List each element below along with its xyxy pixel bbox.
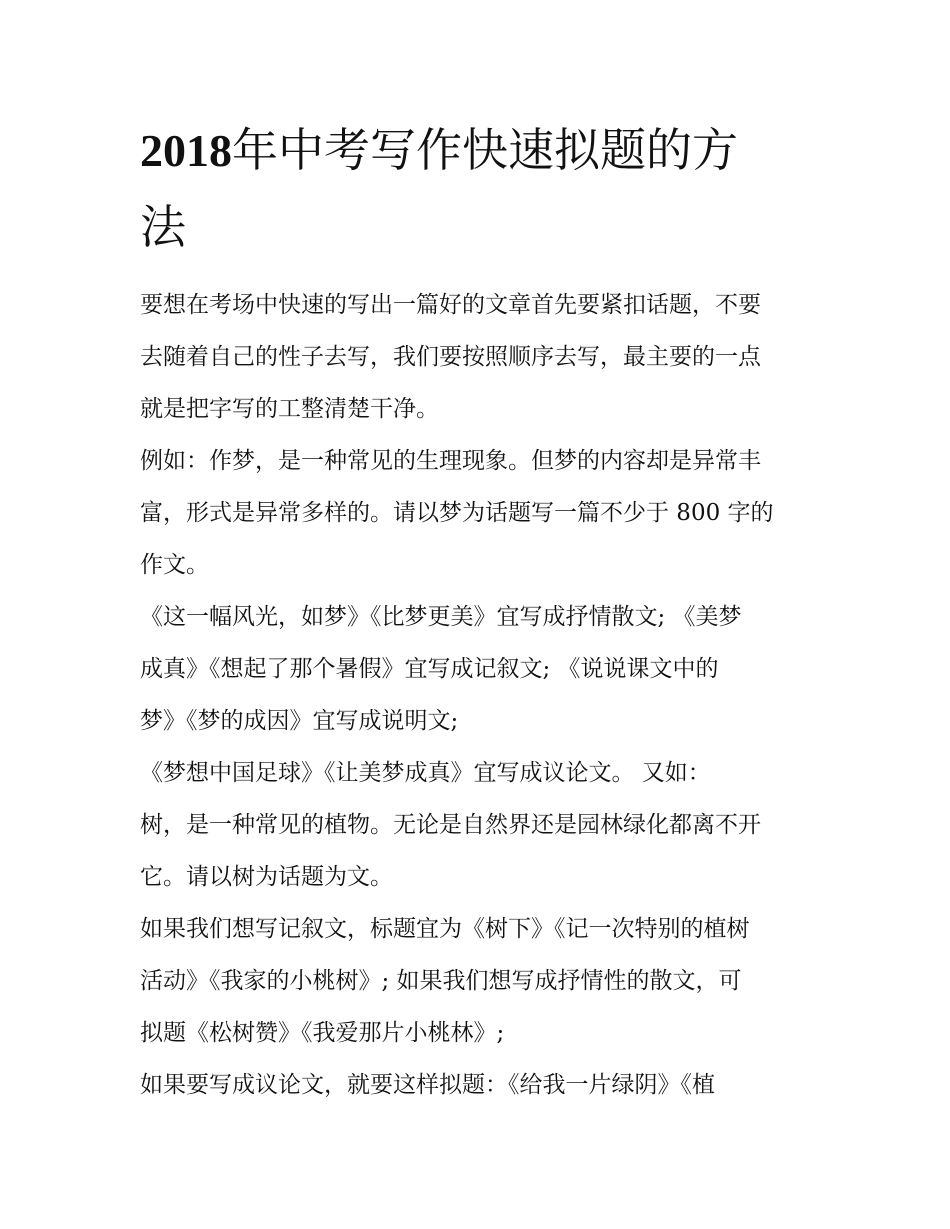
text-line: 拟题《松树赞》《我爱那片小桃林》; xyxy=(140,1020,505,1046)
text-line: 成真》《想起了那个暑假》宜写成记叙文; 《说说课文中的 xyxy=(140,656,719,682)
title-text-continued: 法 xyxy=(140,200,186,254)
text-line: 去随着自己的性子去写，我们要按照顺序去写，最主要的一点 xyxy=(140,344,761,370)
document-page xyxy=(140,112,820,1111)
text-line: 《这一幅风光，如梦》《比梦更美》宜写成抒情散文; 《美梦 xyxy=(140,604,742,630)
text-line: 活动》《我家的小桃树》; 如果我们想写成抒情性的散文，可 xyxy=(140,968,742,994)
text-line: 它。请以树为话题为文。 xyxy=(140,864,393,890)
document-body xyxy=(140,279,820,1111)
text-line: 富，形式是异常多样的。请以梦为话题写一篇不少于 800 字的 xyxy=(140,500,774,526)
title-year: 2018 xyxy=(140,125,232,176)
document-title xyxy=(140,112,820,265)
text-line: 如果我们想写记叙文，标题宜为《树下》《记一次特别的植树 xyxy=(140,916,750,942)
text-line: 如果要写成议论文，就要这样拟题：《给我一片绿阴》《植 xyxy=(140,1072,715,1098)
text-line: 梦》《梦的成因》宜写成说明文; xyxy=(140,708,459,734)
text-line: 树，是一种常见的植物。无论是自然界还是园林绿化都离不开 xyxy=(140,812,761,838)
title-text: 年中考写作快速拟题的方 xyxy=(232,123,738,177)
text-line: 《梦想中国足球》《让美梦成真》宜写成议论文。 又如： xyxy=(140,760,711,786)
text-line: 例如：作梦，是一种常见的生理现象。但梦的内容却是异常丰 xyxy=(140,448,761,474)
text-line: 作文。 xyxy=(140,552,209,578)
text-line: 就是把字写的工整清楚干净。 xyxy=(140,396,439,422)
text-line: 要想在考场中快速的写出一篇好的文章首先要紧扣话题，不要 xyxy=(140,292,761,318)
